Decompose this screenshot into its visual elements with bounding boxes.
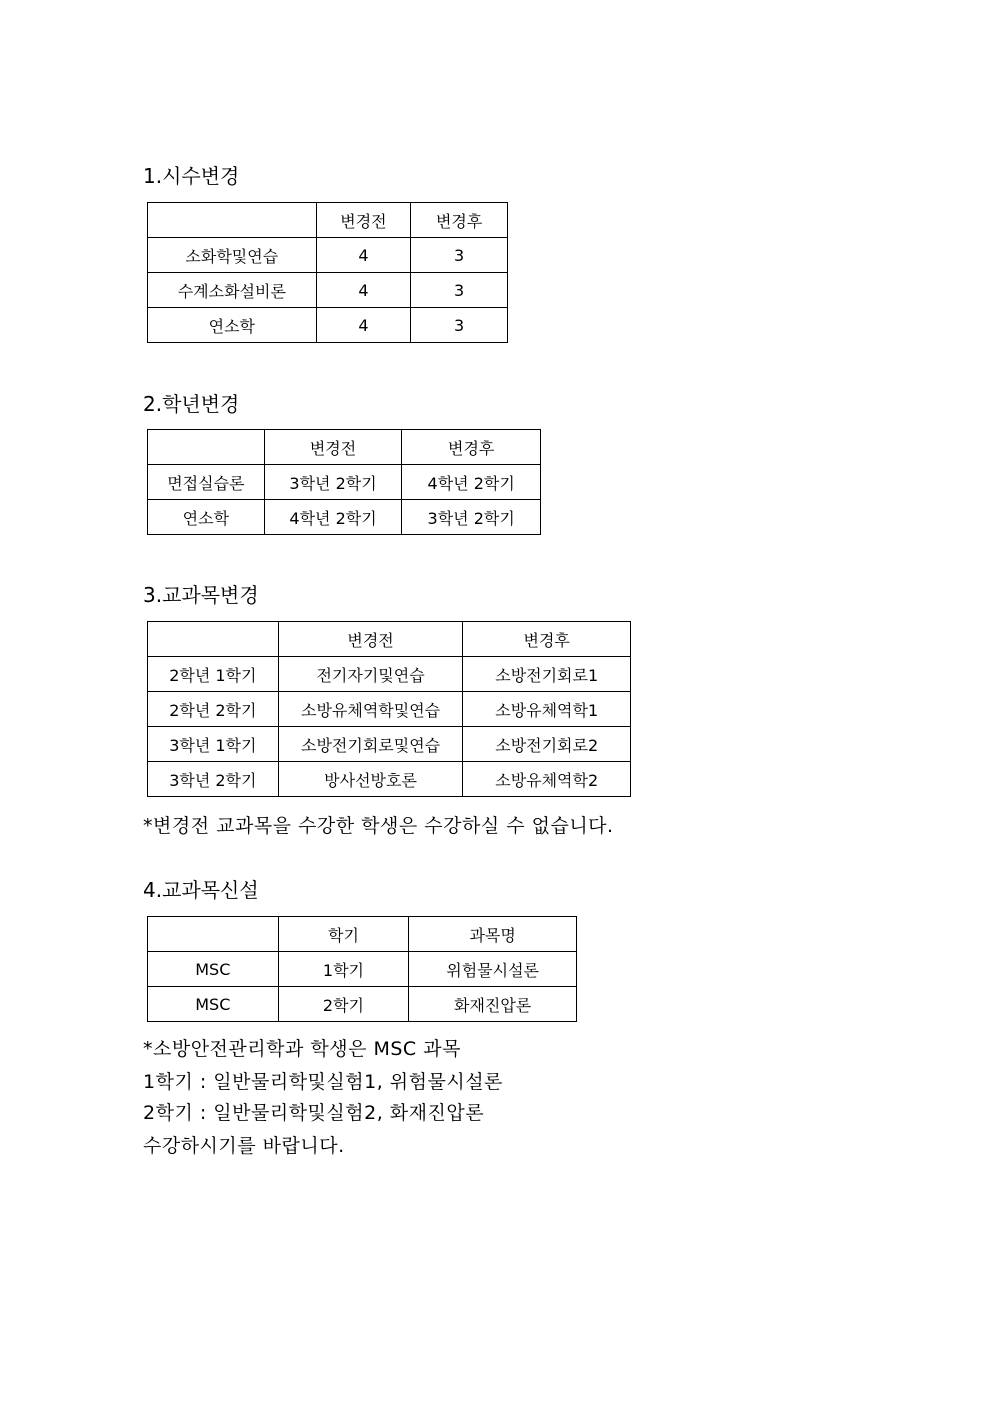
table-header-row <box>148 622 631 657</box>
table-header-cell: 변경전 <box>278 622 463 657</box>
table-row <box>148 273 508 308</box>
table-cell: MSC <box>148 987 279 1022</box>
table-cell: 소방전기회로2 <box>463 727 631 762</box>
section-4-note-line: 1학기 : 일반물리학및실험1, 위험물시설론 <box>143 1071 503 1093</box>
table-cell: 1학기 <box>278 952 409 987</box>
table-cell: 2학기 <box>278 987 409 1022</box>
table-row <box>148 727 631 762</box>
table-row <box>148 308 508 343</box>
table-cell: 소방유체역학및연습 <box>278 692 463 727</box>
table-cell: 수계소화설비론 <box>148 273 317 308</box>
table-cell: 전기자기및연습 <box>278 657 463 692</box>
section-4-note-line: 수강하시기를 바랍니다. <box>143 1135 345 1157</box>
table-cell <box>148 917 279 952</box>
table-cell: 방사선방호론 <box>278 762 463 797</box>
table-row <box>148 692 631 727</box>
table-cell: 4학년 2학기 <box>402 465 541 500</box>
table-cell: 위험물시설론 <box>409 952 577 987</box>
table-row <box>148 952 577 987</box>
table-header-cell: 변경전 <box>264 430 402 465</box>
table-cell: 4학년 2학기 <box>264 500 402 535</box>
table-cell: 소화학및연습 <box>148 238 317 273</box>
table-cell: 소방유체역학1 <box>463 692 631 727</box>
section-3-table <box>147 621 631 797</box>
section-4-note-line: *소방안전관리학과 학생은 MSC 과목 <box>143 1038 461 1060</box>
table-cell: 화재진압론 <box>409 987 577 1022</box>
table-cell: 3학년 2학기 <box>402 500 541 535</box>
table-cell: 소방유체역학2 <box>463 762 631 797</box>
table-header-cell: 과목명 <box>409 917 577 952</box>
table-cell: 3 <box>411 308 508 343</box>
table-row <box>148 465 541 500</box>
table-cell <box>148 430 265 465</box>
section-1-table <box>147 202 508 343</box>
section-4-table <box>147 916 577 1022</box>
table-header-cell: 변경후 <box>402 430 541 465</box>
table-cell: MSC <box>148 952 279 987</box>
section-4-note-line: 2학기 : 일반물리학및실험2, 화재진압론 <box>143 1102 485 1124</box>
section-2-title: 2.학년변경 <box>143 392 240 416</box>
table-cell: 4 <box>316 308 411 343</box>
table-cell <box>148 622 279 657</box>
table-header-cell: 변경전 <box>316 203 411 238</box>
table-cell: 3학년 2학기 <box>148 762 279 797</box>
table-header-cell: 학기 <box>278 917 409 952</box>
section-4-title: 4.교과목신설 <box>143 878 259 902</box>
table-header-cell: 변경후 <box>411 203 508 238</box>
table-cell: 3 <box>411 238 508 273</box>
table-row <box>148 762 631 797</box>
section-3-title: 3.교과목변경 <box>143 583 259 607</box>
table-cell: 4 <box>316 238 411 273</box>
section-2-table <box>147 429 541 535</box>
table-cell: 3학년 2학기 <box>264 465 402 500</box>
table-header-cell: 변경후 <box>463 622 631 657</box>
table-cell: 4 <box>316 273 411 308</box>
table-cell <box>148 203 317 238</box>
table-cell: 2학년 2학기 <box>148 692 279 727</box>
table-cell: 연소학 <box>148 500 265 535</box>
table-header-row <box>148 430 541 465</box>
table-row <box>148 657 631 692</box>
table-header-row <box>148 203 508 238</box>
table-cell: 3학년 1학기 <box>148 727 279 762</box>
table-cell: 2학년 1학기 <box>148 657 279 692</box>
table-cell: 연소학 <box>148 308 317 343</box>
table-row <box>148 987 577 1022</box>
section-3-note: *변경전 교과목을 수강한 학생은 수강하실 수 없습니다. <box>143 815 614 837</box>
table-cell: 소방전기회로및연습 <box>278 727 463 762</box>
table-header-row <box>148 917 577 952</box>
table-cell: 면접실습론 <box>148 465 265 500</box>
section-1-title: 1.시수변경 <box>143 164 240 188</box>
table-cell: 3 <box>411 273 508 308</box>
table-row <box>148 500 541 535</box>
table-row <box>148 238 508 273</box>
table-cell: 소방전기회로1 <box>463 657 631 692</box>
